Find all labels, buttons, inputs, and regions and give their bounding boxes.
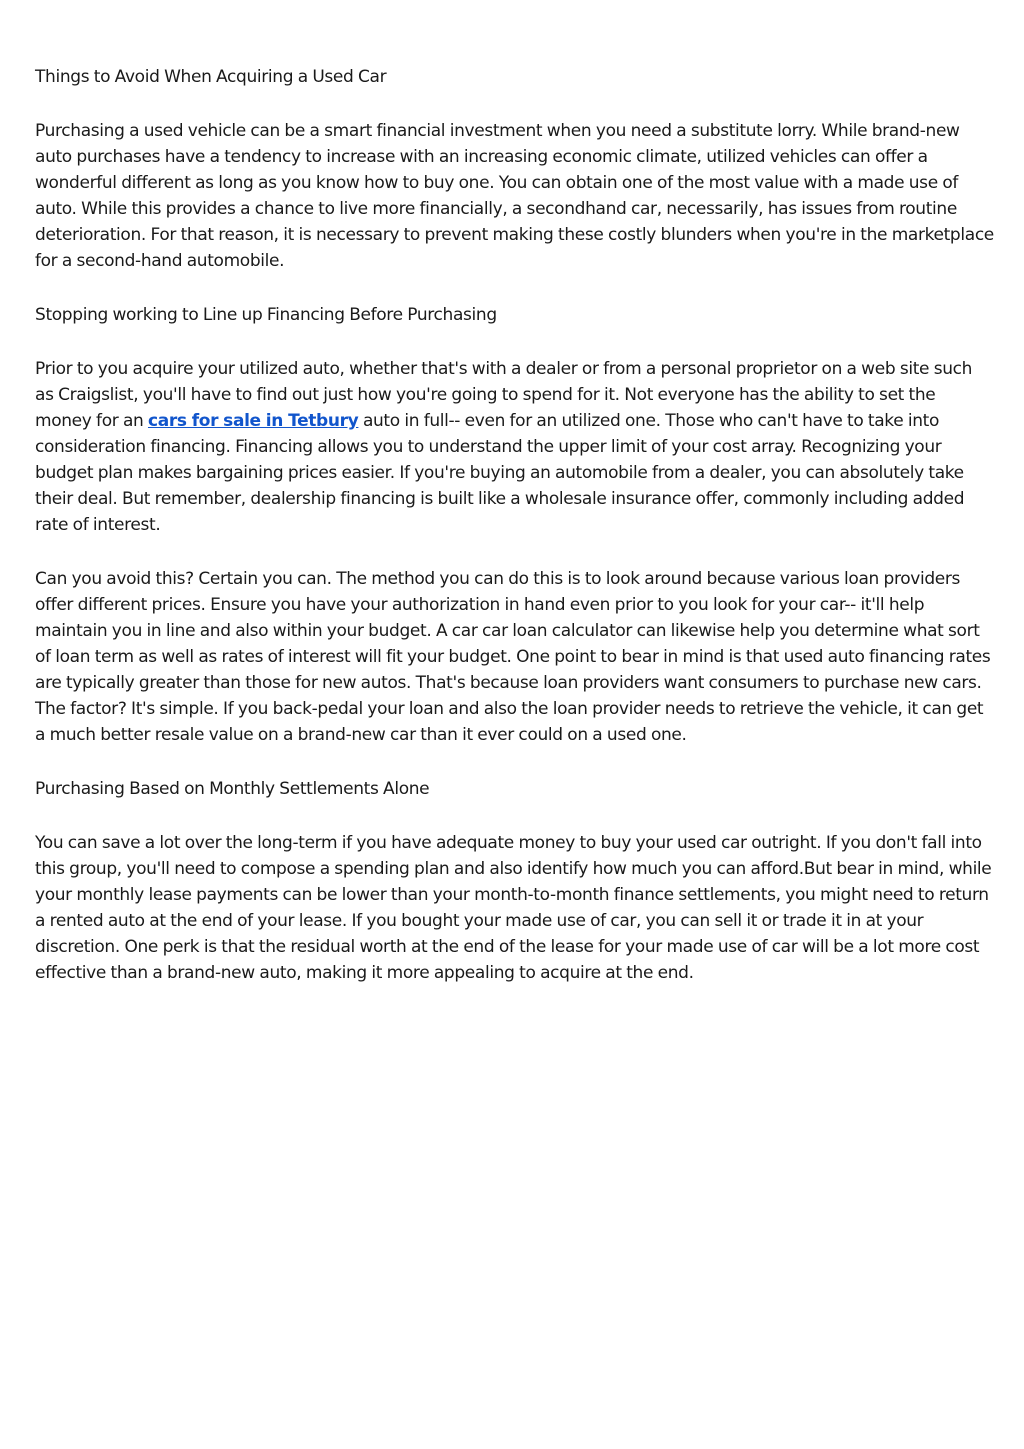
paragraph-financing-text-before: Prior to you acquire your utilized auto, whether that's with a dealer or from a personal proprietor on a web site such as Craigslist, you'll have to find out just how you're going to spend for it. Not everyone has the ability to set the money for an: [35, 359, 973, 431]
section-heading-financing: Stopping working to Line up Financing Before Purchasing: [35, 305, 497, 325]
document-title: Things to Avoid When Acquiring a Used Car: [35, 67, 387, 87]
paragraph-financing: [35, 356, 995, 538]
paragraph-financing-text-after: auto in full-- even for an utilized one. Those who can't have to take into consideration financing. Financing allows you to understand the upper limit of your cost array. Recognizing your budget plan makes bargaining prices easier. If you're buying an automobile from a dealer, you can absolutely take their deal. But remember, dealership financing is built like a wholesale insurance offer, commonly including added rate of interest.: [35, 411, 965, 535]
cars-for-sale-link[interactable]: cars for sale in Tetbury: [147, 411, 359, 431]
paragraph-monthly: You can save a lot over the long-term if you have adequate money to buy your used car outright. If you don't fall into this group, you'll need to compose a spending plan and also identify how much you can afford.But bear in mind, while your monthly lease payments can be lower than your month-to-month finance settlements, you might need to return a rented auto at the end of your lease. If you bought your made use of car, you can sell it or trade it in at your discretion. One perk is that the residual worth at the end of the lease for your made use of car will be a lot more cost effective than a brand-new auto, making it more appealing to acquire at the end.: [35, 833, 992, 983]
document-page: [35, 64, 995, 1014]
paragraph-intro: Purchasing a used vehicle can be a smart financial investment when you need a substitute lorry. While brand-new auto purchases have a tendency to increase with an increasing economic climate, utilized vehicles can offer a wonderful different as long as you know how to buy one. You can obtain one of the most value with a made use of auto. While this provides a chance to live more financially, a secondhand car, necessarily, has issues from routine deterioration. For that reason, it is necessary to prevent making these costly blunders when you're in the marketplace for a second-hand automobile.: [35, 121, 994, 271]
paragraph-avoid: Can you avoid this? Certain you can. The method you can do this is to look around because various loan providers offer different prices. Ensure you have your authorization in hand even prior to you look for your car-- it'll help maintain you in line and also within your budget. A car car loan calculator can likewise help you determine what sort of loan term as well as rates of interest will fit your budget. One point to bear in mind is that used auto financing rates are typically greater than those for new autos. That's because loan providers want consumers to purchase new cars. The factor? It's simple. If you back-pedal your loan and also the loan provider needs to retrieve the vehicle, it can get a much better resale value on a brand-new car than it ever could on a used one.: [35, 569, 991, 745]
section-heading-monthly: Purchasing Based on Monthly Settlements Alone: [35, 779, 430, 799]
